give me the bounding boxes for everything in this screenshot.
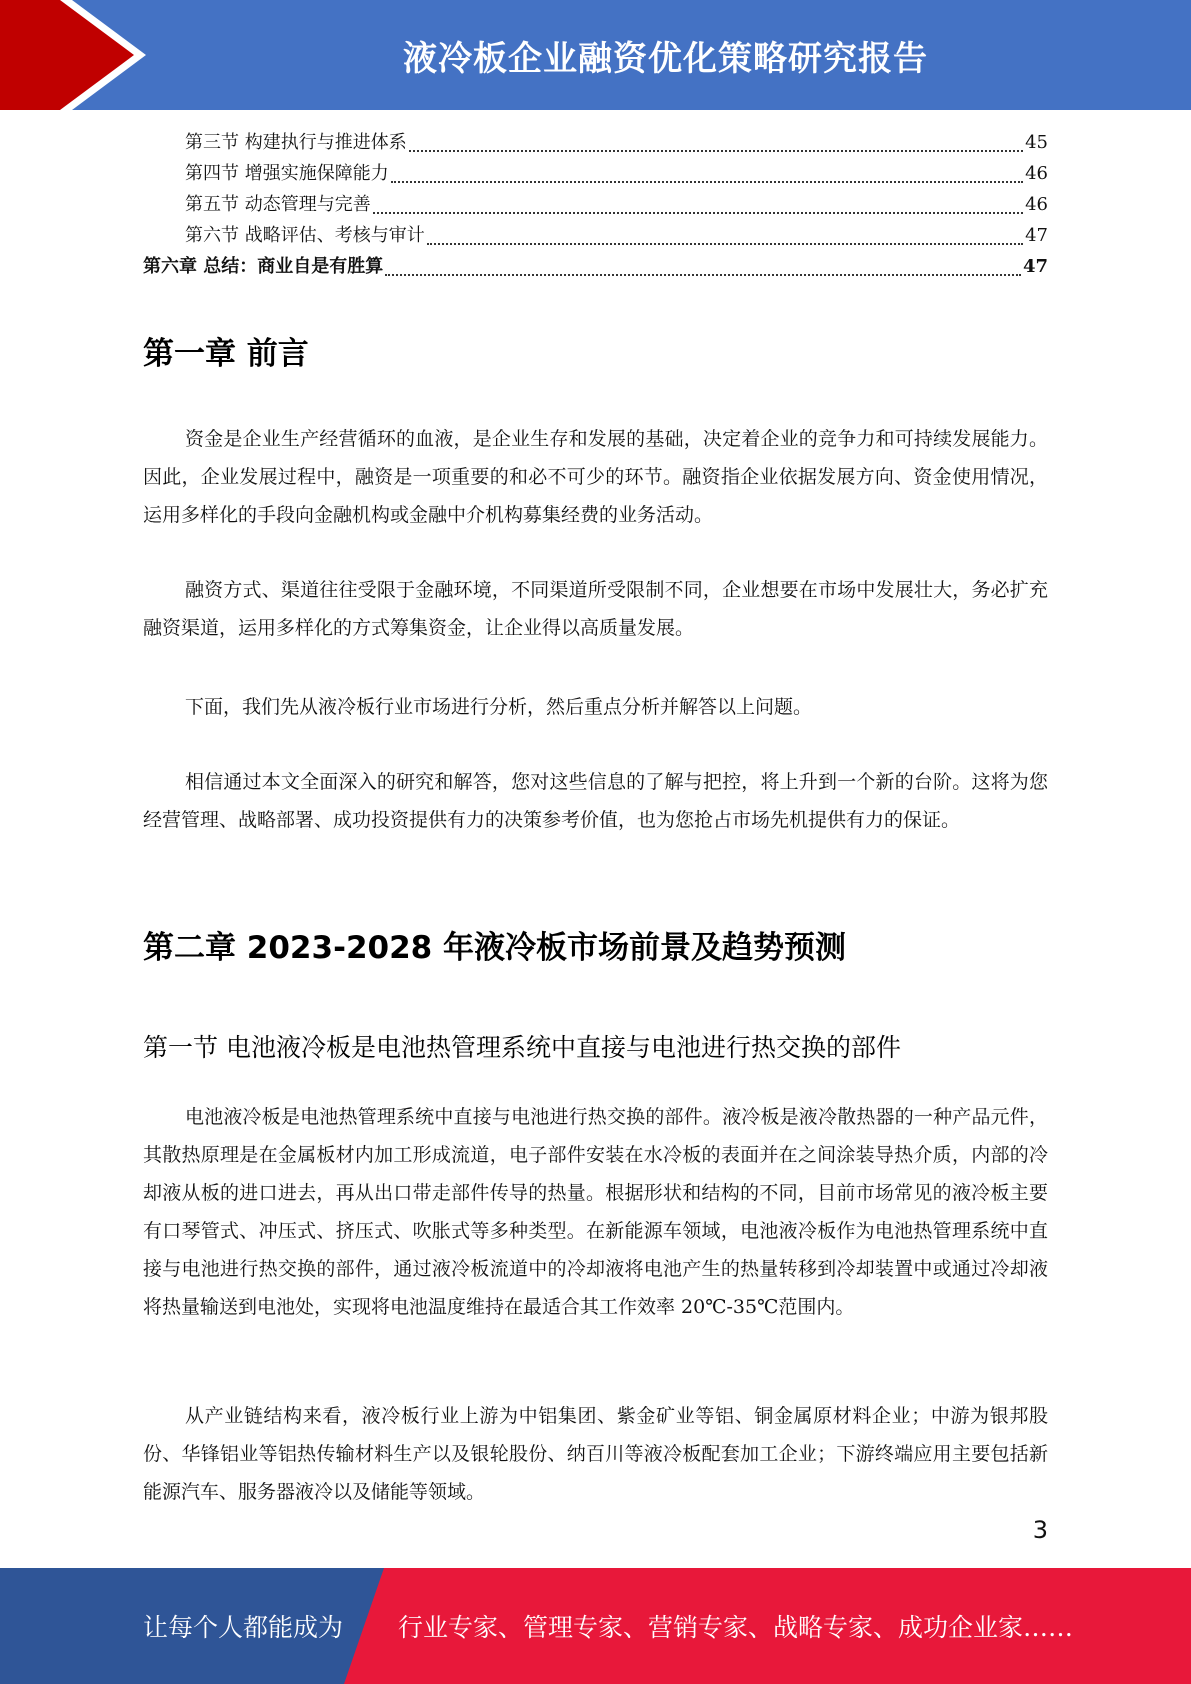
- body-paragraph: 资金是企业生产经营循环的血液，是企业生存和发展的基础，决定着企业的竞争力和可持续发展能力。因此，企业发展过程中，融资是一项重要的和必不可少的环节。融资指企业依据发展方向、资金使用情况，运用多样化的手段向金融机构或金融中介机构募集经费的业务活动。: [143, 428, 1048, 526]
- chapter-heading: 第一章 前言: [143, 336, 309, 372]
- toc-entry-page: 47: [1022, 256, 1048, 277]
- toc-leader-dots: [373, 211, 1023, 214]
- table-of-contents: [143, 128, 1048, 283]
- toc-leader-dots: [409, 149, 1023, 152]
- toc-entry-label: 第五节 动态管理与完善: [185, 194, 371, 215]
- toc-entry-chapter[interactable]: [143, 252, 1048, 283]
- toc-leader-dots: [385, 273, 1021, 276]
- toc-entry-page: 46: [1025, 194, 1048, 215]
- toc-entry-label: 第四节 增强实施保障能力: [185, 163, 389, 184]
- body-paragraph: 相信通过本文全面深入的研究和解答，您对这些信息的了解与把控，将上升到一个新的台阶。这将为您经营管理、战略部署、成功投资提供有力的决策参考价值，也为您抢占市场先机提供有力的保证。: [143, 771, 1048, 831]
- toc-entry-page: 46: [1025, 163, 1048, 184]
- toc-leader-dots: [427, 242, 1023, 245]
- toc-entry-page: 45: [1025, 132, 1048, 153]
- toc-entry-label: 第三节 构建执行与推进体系: [185, 132, 407, 153]
- toc-entry[interactable]: [143, 221, 1048, 252]
- toc-leader-dots: [391, 180, 1023, 183]
- toc-entry-label: 第六节 战略评估、考核与审计: [185, 225, 425, 246]
- document-title: 液冷板企业融资优化策略研究报告: [403, 38, 928, 79]
- page-header: [0, 0, 1191, 110]
- toc-entry[interactable]: [143, 128, 1048, 159]
- body-paragraph: 从产业链结构来看，液冷板行业上游为中铝集团、紫金矿业等铝、铜金属原材料企业；中游为银邦股份、华锋铝业等铝热传输材料生产以及银轮股份、纳百川等液冷板配套加工企业；下游终端应用主要包括新能源汽车、服务器液冷以及储能等领域。: [143, 1405, 1048, 1503]
- body-paragraph: 下面，我们先从液冷板行业市场进行分析，然后重点分析并解答以上问题。: [185, 696, 813, 718]
- toc-entry-page: 47: [1025, 225, 1048, 246]
- body-paragraph: 融资方式、渠道往往受限于金融环境，不同渠道所受限制不同，企业想要在市场中发展壮大，务必扩充融资渠道，运用多样化的方式筹集资金，让企业得以高质量发展。: [143, 579, 1048, 639]
- section-heading: 第一节 电池液冷板是电池热管理系统中直接与电池进行热交换的部件: [143, 1033, 901, 1062]
- chapter-heading: 第二章 2023-2028 年液冷板市场前景及趋势预测: [143, 930, 847, 966]
- toc-entry-label: 第六章 总结：商业自是有胜算: [143, 256, 384, 277]
- page-number: 3: [1032, 1516, 1048, 1544]
- footer-slogan-right: 行业专家、管理专家、营销专家、战略专家、成功企业家……: [398, 1613, 1074, 1642]
- footer-slogan-left: 让每个人都能成为: [143, 1613, 344, 1642]
- toc-entry[interactable]: [143, 190, 1048, 221]
- body-paragraph: 电池液冷板是电池热管理系统中直接与电池进行热交换的部件。液冷板是液冷散热器的一种产品元件，其散热原理是在金属板材内加工形成流道，电子部件安装在水冷板的表面并在之间涂装导热介质，内部的冷却液从板的进口进去，再从出口带走部件传导的热量。根据形状和结构的不同，目前市场常见的液冷板主要有口琴管式、冲压式、挤压式、吹胀式等多种类型。在新能源车领域，电池液冷板作为电池热管理系统中直接与电池进行热交换的部件，通过液冷板流道中的冷却液将电池产生的热量转移到冷却装置中或通过冷却液将热量输送到电池处，实现将电池温度维持在最适合其工作效率 20℃-35℃范围内。: [143, 1106, 1048, 1318]
- toc-entry[interactable]: [143, 159, 1048, 190]
- page-footer: [0, 1568, 1191, 1684]
